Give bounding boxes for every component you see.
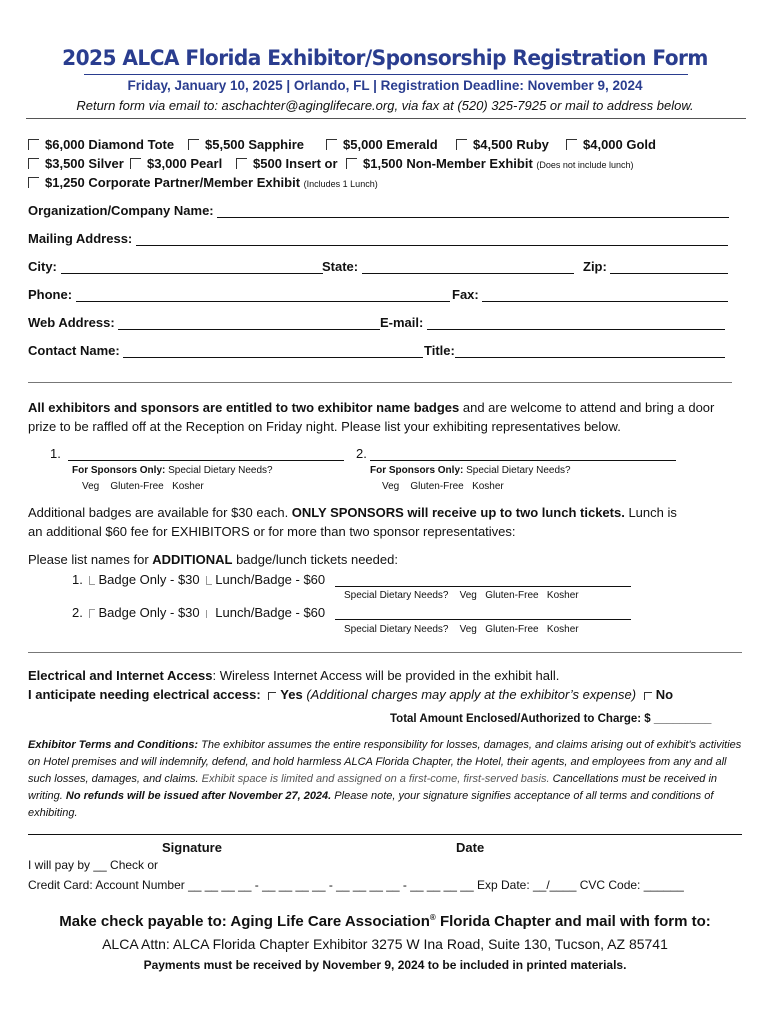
total-amount-field[interactable]: Total Amount Enclosed/Authorized to Charge: $ _________ [390,713,712,725]
checkbox[interactable] [89,576,95,585]
additional-name-input-line[interactable] [335,575,631,587]
mailing-address: ALCA Attn: ALCA Florida Chapter Exhibitor 3275 W Ina Road, Suite 130, Tucson, AZ 85741 [102,936,668,952]
checkbox[interactable] [28,177,39,188]
sponsors-only-label: For Sponsors Only: [370,465,464,476]
rep-1-dietary-question [72,465,273,476]
phone-input-line[interactable] [76,290,450,302]
rep-1-field[interactable] [50,446,344,461]
event-subtitle: Friday, January 10, 2025 | Orlando, FL | Registration Deadline: November 9, 2024 [127,78,643,93]
level-corporate-label: $1,250 Corporate Partner/Member Exhibit [45,175,301,190]
badge-only-option[interactable]: Badge Only - $30 [98,605,200,620]
checkbox[interactable] [206,576,212,585]
veg-option[interactable]: Veg [459,590,477,601]
terms-space-note: Exhibit space is limited and assigned on a first-come, first-served basis. [201,773,550,785]
dietary-label: Special Dietary Needs? [344,624,449,635]
section-divider [28,382,732,383]
registered-mark: ® [429,913,436,922]
additional-text-c: Lunch is [624,505,677,520]
level-ruby-option[interactable] [456,137,549,152]
rep-2-dietary-question [370,465,571,476]
rep-2-field[interactable] [356,446,676,461]
rep-1-dietary-options [82,481,204,492]
checkbox[interactable] [130,158,141,169]
terms-label: Exhibitor Terms and Conditions: [28,739,199,751]
mailing-field[interactable] [28,231,728,246]
web-input-line[interactable] [118,318,380,330]
checkbox[interactable] [346,158,357,169]
additional-name-input-line[interactable] [335,608,631,620]
level-insert-option[interactable] [236,156,338,171]
veg-option[interactable]: Veg [382,481,400,492]
title-underline [84,74,688,75]
kosher-option[interactable]: Kosher [472,481,504,492]
badges-intro-rest: and are welcome to attend and bring a door [459,400,715,415]
terms-text-2: Cancellations must be received in writing. [28,773,718,802]
checkbox[interactable] [456,139,467,150]
additional-badges-line1 [28,505,677,520]
zip-input-line[interactable] [610,262,728,274]
dietary-label: Special Dietary Needs? [344,590,449,601]
level-emerald-option[interactable] [326,137,438,152]
level-corporate-option[interactable] [28,175,378,190]
email-input-line[interactable] [427,318,725,330]
names-text-b: ADDITIONAL [152,552,233,567]
contact-input-line[interactable] [123,346,423,358]
gluten-free-option[interactable]: Gluten-Free [410,481,464,492]
state-label: State: [322,259,359,274]
organization-label: Organization/Company Name: [28,203,214,218]
checkbox[interactable] [188,139,199,150]
mailing-input-line[interactable] [136,234,728,246]
header-divider [26,118,746,119]
mailing-label: Mailing Address: [28,231,133,246]
title-input-line[interactable] [455,346,725,358]
kosher-option[interactable]: Kosher [546,624,579,635]
level-nonmember-note: (Does not include lunch) [536,160,634,170]
charges-note: (Additional charges may apply at the exhibitor’s expense) [302,687,637,702]
rep-2-dietary-options [382,481,504,492]
level-insert-label: $500 Insert or [253,156,338,171]
contact-label: Contact Name: [28,343,120,358]
dietary-needs-label: Special Dietary Needs? [165,465,273,476]
electrical-text: : Wireless Internet Access will be provided in the exhibit hall. [212,668,560,683]
level-nonmember-option[interactable] [346,156,633,171]
additional-text-a: Additional badges are available for $30 each. [28,505,292,520]
row-number: 1. [72,572,83,587]
kosher-option[interactable]: Kosher [546,590,579,601]
terms-text: The exhibitor assumes the entire responsibility for losses, damages, and claims arising out of exhibit's activities on Hotel premises and will indemnify, defend, and hold harmless ALCA Florida Chapter, the Hotel, their agents, and employees from any and all such losses, damages, and claims. [28,739,742,785]
checkbox[interactable] [326,139,337,150]
checkbox[interactable] [236,158,247,169]
lunch-badge-option[interactable]: Lunch/Badge - $60 [215,605,326,620]
checkbox[interactable] [89,609,95,618]
state-field[interactable] [322,259,574,274]
electrical-line2 [28,687,673,702]
lunch-badge-option[interactable]: Lunch/Badge - $60 [215,572,326,587]
fax-input-line[interactable] [482,290,728,302]
level-corporate-note: (Includes 1 Lunch) [303,179,378,189]
level-diamond-option[interactable] [28,137,174,152]
return-instructions: Return form via email to: aschachter@aginglifecare.org, via fax at (520) 325-7925 or mail to address below. [76,98,694,113]
signature-label: Signature [162,840,222,855]
veg-option[interactable]: Veg [82,481,100,492]
gluten-free-option[interactable]: Gluten-Free [485,590,539,601]
badges-intro-bold: All exhibitors and sponsors are entitled to two exhibitor name badges [28,400,460,415]
payment-deadline: Payments must be received by November 9, 2024 to be included in printed materials. [143,958,627,972]
level-nonmember-label: $1,500 Non-Member Exhibit [363,156,533,171]
additional-row-1-dietary [344,590,579,601]
veg-option[interactable]: Veg [459,624,477,635]
city-label: City: [28,259,57,274]
make-check-line [0,913,770,930]
terms-conditions [28,737,746,822]
additional-names-prompt [28,552,398,567]
electrical-question: I anticipate needing electrical access: [28,687,265,702]
contact-field[interactable] [28,343,423,358]
checkbox[interactable] [28,158,39,169]
row-number: 2. [72,605,83,620]
badge-only-option[interactable]: Badge Only - $30 [98,572,200,587]
fax-label: Fax: [452,287,479,302]
zip-label: Zip: [583,259,607,274]
signature-line[interactable] [28,834,742,835]
level-silver-label: $3,500 Silver [45,156,124,171]
level-ruby-label: $4,500 Ruby [473,137,549,152]
email-label: E-mail: [380,315,424,330]
checkbox[interactable] [644,692,652,700]
rep-2-number: 2. [356,446,367,461]
kosher-option[interactable]: Kosher [172,481,204,492]
level-gold-option[interactable] [566,137,656,152]
section-divider [28,652,742,653]
phone-field[interactable] [28,287,450,302]
names-text-c: badge/lunch tickets needed: [232,552,398,567]
web-field[interactable] [28,315,380,330]
title-label: Title: [424,343,455,358]
checkbox[interactable] [566,139,577,150]
zip-field[interactable] [583,259,728,274]
gluten-free-option[interactable]: Gluten-Free [110,481,164,492]
additional-row-2[interactable] [72,605,631,620]
level-emerald-label: $5,000 Emerald [343,137,438,152]
level-diamond-label: $6,000 Diamond Tote [45,137,175,152]
additional-row-1[interactable] [72,572,631,587]
checkbox[interactable] [28,139,39,150]
additional-badges-line2: an additional $60 fee for EXHIBITORS or for more than two sponsor representatives: [28,524,516,539]
credit-card-line[interactable]: Credit Card: Account Number __ __ __ __ - __ __ __ __ - __ __ __ __ - __ __ __ __ Exp Date: __/____ CVC Code: ______ [28,878,684,892]
level-pearl-label: $3,000 Pearl [147,156,223,171]
terms-refund: No refunds will be issued after November 27, 2024. [65,790,332,802]
no-option[interactable]: No [655,687,674,702]
organization-input-line[interactable] [217,206,729,218]
badges-intro-line2: prize to be raffled off at the Reception on Friday night. Please list your exhibiting representatives below. [28,419,621,434]
sponsors-only-label: For Sponsors Only: [72,465,166,476]
gluten-free-option[interactable]: Gluten-Free [485,624,539,635]
terms-text-3: Please note, your signature signifies acceptance of all terms and conditions of exhibiting. [28,790,714,819]
badges-intro [28,400,714,415]
title-field[interactable] [424,343,725,358]
web-label: Web Address: [28,315,115,330]
make-check-text-b: Florida Chapter and mail with form to: [435,913,711,930]
organization-field[interactable] [28,203,729,218]
date-label: Date [456,840,485,855]
fax-field[interactable] [452,287,728,302]
city-input-line[interactable] [61,262,323,274]
city-field[interactable] [28,259,323,274]
yes-option[interactable]: Yes [280,687,303,702]
email-field[interactable] [380,315,725,330]
rep-2-input-line[interactable] [370,449,676,461]
level-sapphire-label: $5,500 Sapphire [205,137,304,152]
phone-label: Phone: [28,287,73,302]
additional-text-b: ONLY SPONSORS will receive up to two lunch tickets. [291,505,625,520]
electrical-heading: Electrical and Internet Access [28,668,213,683]
dietary-needs-label: Special Dietary Needs? [463,465,571,476]
additional-row-2-dietary [344,624,579,635]
level-sapphire-option[interactable] [188,137,304,152]
level-gold-label: $4,000 Gold [583,137,656,152]
level-silver-option[interactable] [28,156,124,171]
make-check-text-a: Make check payable to: Aging Life Care Association [59,913,430,930]
form-title: 2025 ALCA Florida Exhibitor/Sponsorship Registration Form [62,46,708,70]
level-pearl-option[interactable] [130,156,222,171]
pay-by-line[interactable]: I will pay by __ Check or [28,858,159,872]
rep-1-number: 1. [50,446,61,461]
rep-1-input-line[interactable] [68,449,344,461]
checkbox[interactable] [206,610,212,618]
electrical-line1 [28,668,559,683]
state-input-line[interactable] [362,262,574,274]
names-text-a: Please list names for [28,552,153,567]
checkbox[interactable] [268,692,276,700]
